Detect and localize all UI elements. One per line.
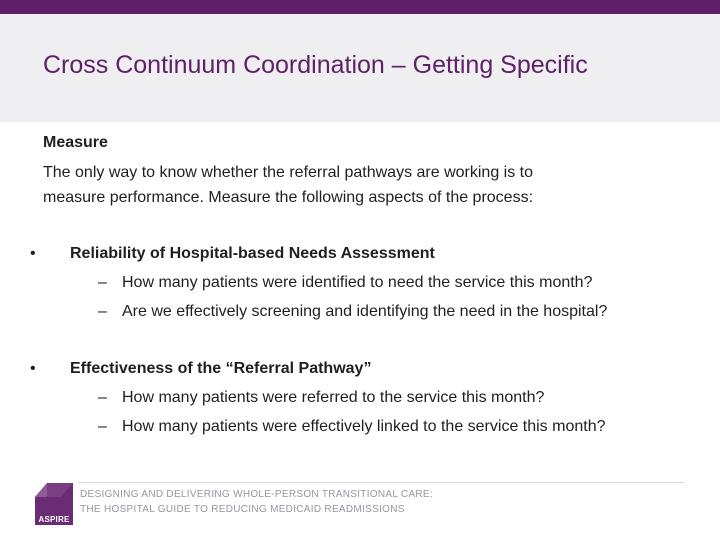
sub-item-text-value: How many patients were effectively linked to the service this month? xyxy=(122,418,606,435)
intro-line: measure performance. Measure the following aspects of the process: xyxy=(43,189,534,206)
footer-subtitle-line: THE HOSPITAL GUIDE TO REDUCING MEDICAID READMISSIONS xyxy=(80,504,405,515)
footer-title-line: DESIGNING AND DELIVERING WHOLE-PERSON TRANSITIONAL CARE: xyxy=(80,489,433,500)
bullet-item xyxy=(30,355,710,383)
intro-paragraph xyxy=(43,160,683,210)
bullet-label: Reliability of Hospital-based Needs Assessment xyxy=(70,245,435,262)
sub-item-text-value: How many patients were identified to need the service this month? xyxy=(122,274,593,291)
dash-marker: – xyxy=(98,274,107,291)
top-accent-bar xyxy=(0,0,720,14)
sub-item xyxy=(30,412,710,441)
slide-title: Cross Continuum Coordination – Getting Specific xyxy=(43,51,588,79)
dash-marker: – xyxy=(98,303,107,320)
sub-item-text-value: Are we effectively screening and identifying the need in the hospital? xyxy=(122,303,608,320)
bullet-marker: • xyxy=(30,360,36,377)
aspire-logo xyxy=(35,483,73,525)
section-heading: Measure xyxy=(43,134,108,151)
bullet-group-reliability xyxy=(30,240,710,326)
bullet-item xyxy=(30,240,710,268)
bullet-marker: • xyxy=(30,245,36,262)
dash-marker: – xyxy=(98,418,107,435)
bullet-group-effectiveness xyxy=(30,355,710,441)
sub-item-text xyxy=(102,297,607,326)
sub-item-text-value: How many patients were referred to the service this month? xyxy=(122,389,545,406)
sub-item xyxy=(30,297,710,326)
sub-item-text xyxy=(102,412,606,441)
sub-item-text xyxy=(102,268,592,297)
dash-marker: – xyxy=(98,389,107,406)
intro-line: The only way to know whether the referral pathways are working is to xyxy=(43,164,534,181)
logo-wordmark: ASPIRE xyxy=(38,515,70,524)
sub-item-text xyxy=(102,383,544,412)
footer-divider xyxy=(78,482,684,483)
bullet-label: Effectiveness of the “Referral Pathway” xyxy=(70,360,372,377)
sub-item xyxy=(30,268,710,297)
sub-item xyxy=(30,383,710,412)
